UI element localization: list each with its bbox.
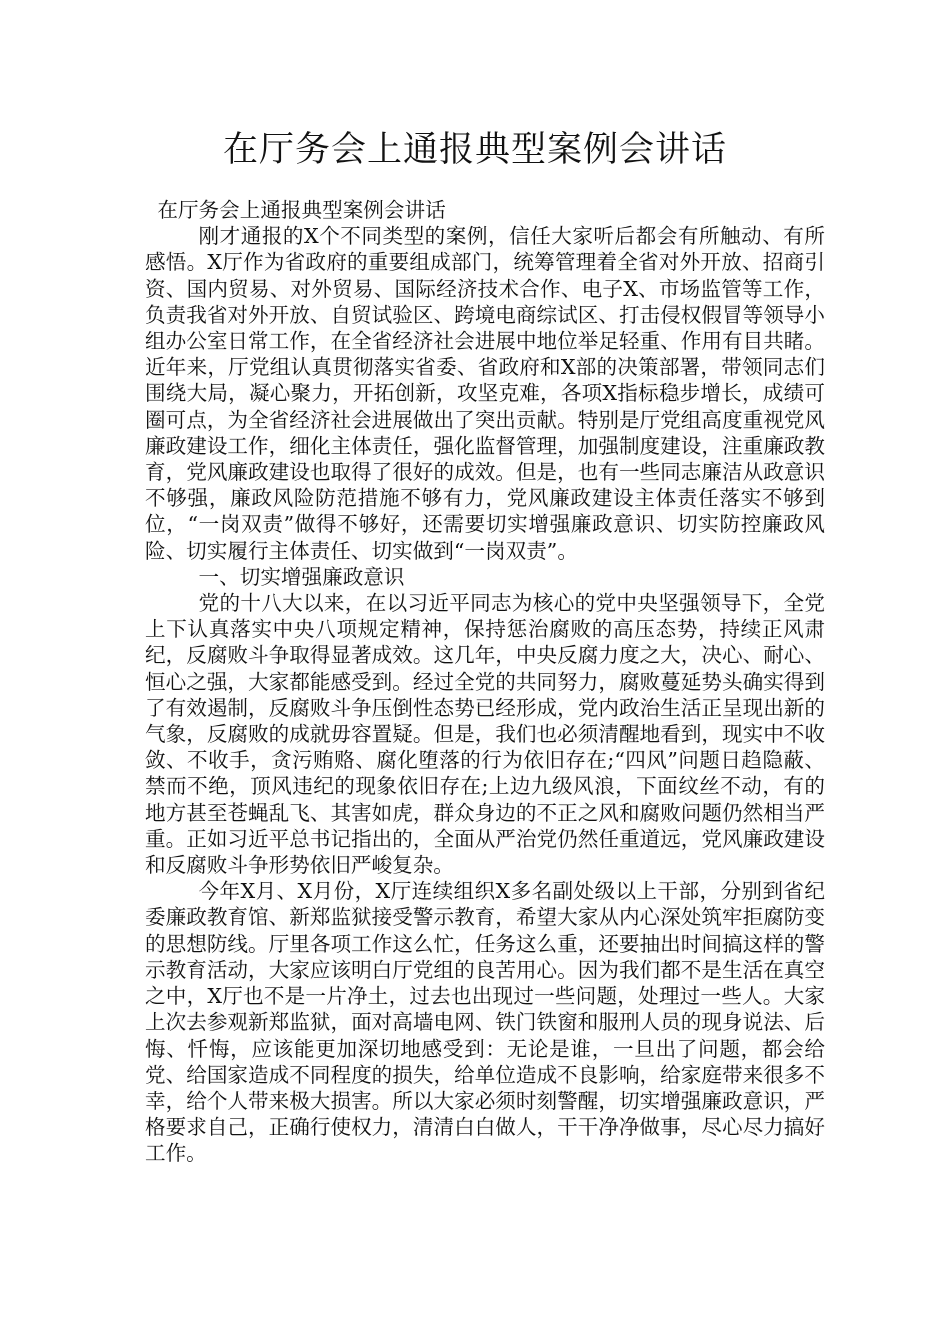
paragraph-intro: 刚才通报的X个不同类型的案例，信任大家听后都会有所触动、有所感悟。X厅作为省政府的重要组成部门，统筹管理着全省对外开放、招商引资、国内贸易、对外贸易、国际经济技术合作、电子X、市场监管等工作，负责我省对外开放、自贸试验区、跨境电商综试区、打击侵权假冒等领导小组办公室日常工作，在全省经济社会进展中地位举足轻重、作用有目共睹。近年来，厅党组认真贯彻落实省委、省政府和X部的决策部署，带领同志们围绕大局，凝心聚力，开拓创新，攻坚克难，各项X指标稳步增长，成绩可圈可点，为全省经济社会进展做出了突出贡献。特别是厅党组高度重视党风廉政建设工作，细化主体责任，强化监督管理，加强制度建设，注重廉政教育，党风廉政建设也取得了很好的成效。但是，也有一些同志廉洁从政意识不够强，廉政风险防范措施不够有力，党风廉政建设主体责任落实不够到位，“一岗双责”做得不够好，还需要切实增强廉政意识、切实防控廉政风险、切实履行主体责任、切实做到“一岗双责”。 <box>145 224 825 563</box>
document-title: 在厅务会上通报典型案例会讲话 <box>222 130 727 170</box>
document-body <box>145 197 825 1167</box>
paragraph-warning-education: 今年X月、X月份，X厅连续组织X多名副处级以上干部，分别到省纪委廉政教育馆、新郑监狱接受警示教育，希望大家从内心深处筑牢拒腐防变的思想防线。厅里各项工作这么忙，任务这么重，还要抽出时间搞这样的警示教育活动，大家应该明白厅党组的良苦用心。因为我们都不是生活在真空之中，X厅也不是一片净土，过去也出现过一些问题，处理过一些人。大家上次去参观新郑监狱，面对高墙电网、铁门铁窗和服刑人员的现身说法、后悔、忏悔，应该能更加深切地感受到：无论是谁，一旦出了问题，都会给党、给国家造成不同程度的损失，给单位造成不良影响，给家庭带来很多不幸，给个人带来极大损害。所以大家必须时刻警醒，切实增强廉政意识，严格要求自己，正确行使权力，清清白白做人，干干净净做事，尽心尽力搞好工作。 <box>145 879 825 1166</box>
paragraph-anticorruption: 党的十八大以来，在以习近平同志为核心的党中央坚强领导下，全党上下认真落实中央八项规定精神，保持惩治腐败的高压态势，持续正风肃纪，反腐败斗争取得显著成效。这几年，中央反腐力度之大，决心、耐心、恒心之强，大家都能感受到。经过全党的共同努力，腐败蔓延势头确实得到了有效遏制，反腐败斗争压倒性态势已经形成，党内政治生活正呈现出新的气象，反腐败的成就毋容置疑。但是，我们也必须清醒地看到，现实中不收敛、不收手，贪污贿赂、腐化堕落的行为依旧存在;“四风”问题日趋隐蔽、禁而不绝，顶风违纪的现象依旧存在;上边九级风浪，下面纹丝不动，有的地方甚至苍蝇乱飞、其害如虎，群众身边的不正之风和腐败问题仍然相当严重。正如习近平总书记指出的，全面从严治党仍然任重道远，党风廉政建设和反腐败斗争形势依旧严峻复杂。 <box>145 591 825 878</box>
section-heading: 一、切实增强廉政意识 <box>198 564 405 589</box>
document-subtitle: 在厅务会上通报典型案例会讲话 <box>157 198 446 222</box>
